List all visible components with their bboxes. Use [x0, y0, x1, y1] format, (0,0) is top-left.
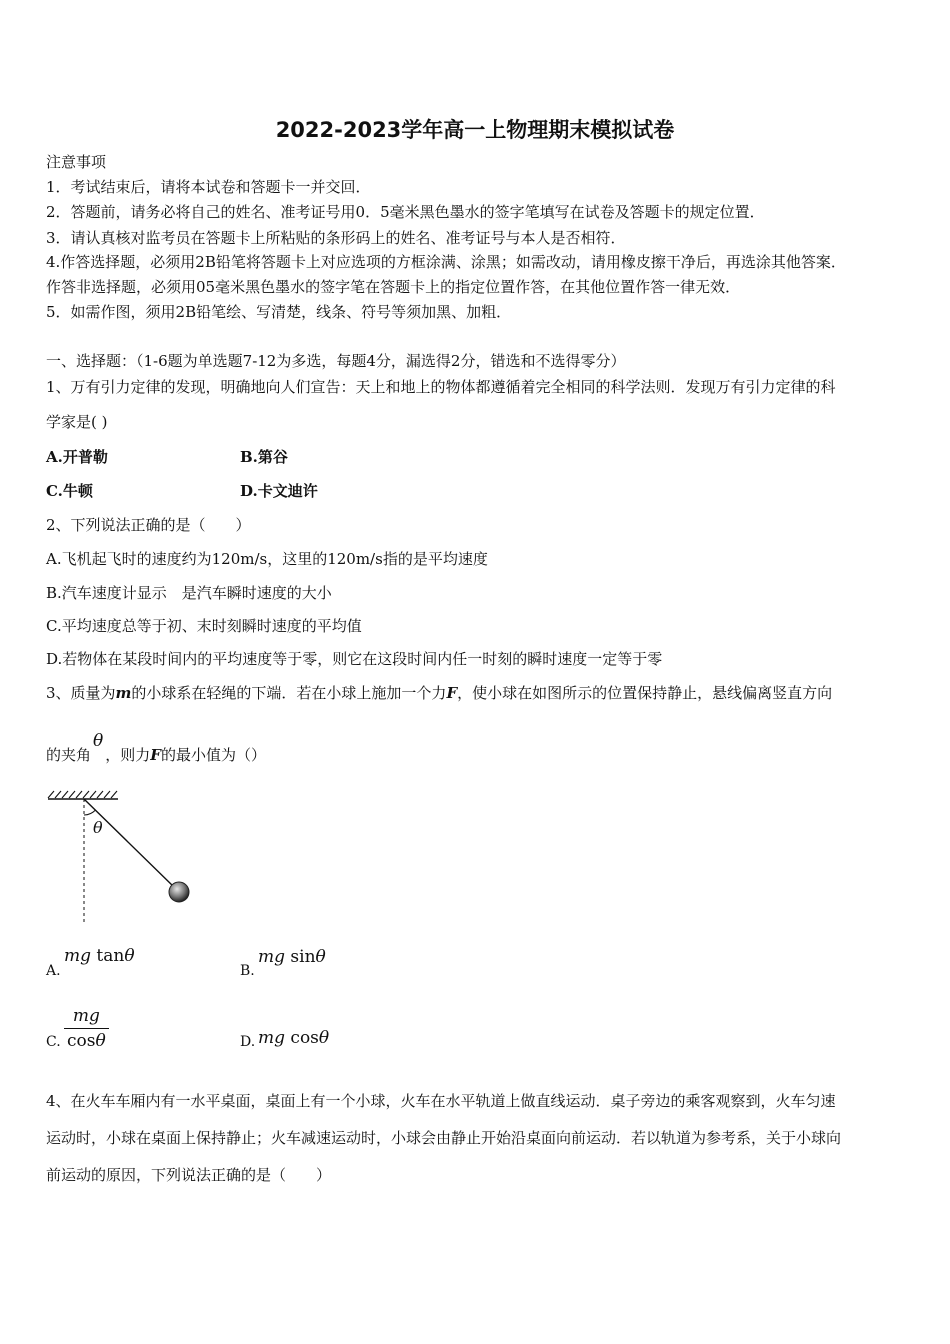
q3-option-b-formula: [258, 947, 326, 967]
q3-text: ，使小球在如图所示的位置保持静止，悬线偏离竖直方向: [457, 684, 833, 702]
q3-option-c-formula: [64, 1006, 109, 1051]
q3-option-d-formula: [258, 1028, 329, 1048]
q1-option-c: C.牛顿: [46, 482, 93, 500]
question-2-stem: 2、下列说法正确的是（ ）: [46, 516, 251, 534]
q1-option-b: B.第谷: [240, 448, 288, 466]
notice-line: 1．考试结束后，请将本试卷和答题卡一并交回．: [46, 178, 371, 196]
ceiling-hatching: [48, 791, 117, 798]
formula-mg: mg: [258, 1028, 286, 1048]
section-heading: 一、选择题：（1-6题为单选题7-12为多选，每题4分，漏选得2分，错选和不选得零分）: [46, 352, 626, 370]
ball: [169, 882, 189, 902]
q3-option-a-formula: [64, 946, 135, 966]
fraction-denominator: [64, 1029, 109, 1051]
question-4-stem-cont: 前运动的原因，下列说法正确的是（ ）: [46, 1166, 332, 1184]
q2-option-d: D.若物体在某段时间内的平均速度等于零，则它在这段时间内任一时刻的瞬时速度一定等于零: [46, 650, 663, 668]
q2-option-c: C.平均速度总等于初、末时刻瞬时速度的平均值: [46, 617, 362, 635]
q3-text: ，则力: [105, 746, 151, 764]
q3-text: 3、质量为: [46, 684, 116, 702]
mass-symbol: m: [115, 684, 132, 702]
formula-fn: tan: [91, 946, 125, 966]
formula-mg: mg: [64, 946, 92, 966]
notice-line: 3．请认真核对监考员在答题卡上所粘贴的条形码上的姓名、准考证号与本人是否相符．: [46, 229, 626, 247]
question-4-stem: 4、在火车车厢内有一水平桌面，桌面上有一个小球，火车在水平轨道上做直线运动．桌子旁边的乘客观察到，火车匀速: [46, 1092, 836, 1110]
notice-line: 作答非选择题，必须用05毫米黑色墨水的签字笔在答题卡上的指定位置作答，在其他位置作答一律无效．: [46, 278, 741, 296]
formula-fn: cos: [285, 1028, 319, 1048]
notice-line: 2．答题前，请务必将自己的姓名、准考证号用0．5毫米黑色墨水的签字笔填写在试卷及答题卡的规定位置．: [46, 203, 765, 221]
question-4-stem-cont: 运动时，小球在桌面上保持静止；火车减速运动时，小球会由静止开始沿桌面向前运动．若以轨道为参考系，关于小球向: [46, 1129, 842, 1147]
notice-line: 5．如需作图，须用2B铅笔绘、写清楚，线条、符号等须加黑、加粗．: [46, 303, 512, 321]
force-symbol: F: [150, 746, 161, 764]
q3-option-c-label: C.: [46, 1034, 61, 1050]
question-3-stem: [46, 683, 832, 703]
formula-theta: θ: [95, 1031, 106, 1051]
formula-mg: mg: [258, 947, 286, 967]
formula-fn: cos: [67, 1031, 96, 1051]
angle-label: θ: [93, 818, 103, 837]
q2-option-b: B.汽车速度计显示 是汽车瞬时速度的大小: [46, 584, 332, 602]
formula-theta: θ: [318, 1028, 330, 1048]
q3-option-b-label: B.: [240, 963, 255, 979]
fraction-numerator: mg: [64, 1006, 109, 1029]
q3-option-d-label: D.: [240, 1034, 256, 1050]
question-1-stem: 1、万有引力定律的发现，明确地向人们宣告：天上和地上的物体都遵循着完全相同的科学法则．发现万有引力定律的科: [46, 378, 836, 396]
angle-arc: [84, 810, 96, 815]
q1-option-a: A.开普勒: [46, 448, 108, 466]
q3-text: 的最小值为（）: [160, 746, 266, 764]
notice-heading: 注意事项: [46, 153, 107, 171]
string-line: [84, 799, 174, 887]
page-title: 2022-2023学年高一上物理期末模拟试卷: [275, 118, 675, 142]
q3-text: 的小球系在轻绳的下端．若在小球上施加一个力: [131, 684, 447, 702]
formula-fn: sin: [285, 947, 316, 967]
force-symbol: F: [446, 684, 458, 702]
notice-line: 4.作答选择题，必须用2B铅笔将答题卡上对应选项的方框涂满、涂黑；如需改动，请用橡皮擦干净后，再选涂其他答案．: [46, 253, 846, 271]
q1-option-d: D.卡文迪许: [240, 482, 318, 500]
q3-option-a-label: A.: [46, 963, 61, 979]
question-3-stem-cont: [46, 731, 266, 765]
formula-theta: θ: [124, 946, 135, 966]
formula-theta: θ: [315, 947, 326, 967]
q2-option-a: A.飞机起飞时的速度约为120m/s，这里的120m/s指的是平均速度: [46, 550, 488, 568]
q3-text: 的夹角: [46, 746, 92, 764]
theta-symbol: θ: [93, 731, 104, 751]
pendulum-figure: [40, 785, 200, 930]
question-1-stem-cont: 学家是( ): [46, 413, 108, 431]
